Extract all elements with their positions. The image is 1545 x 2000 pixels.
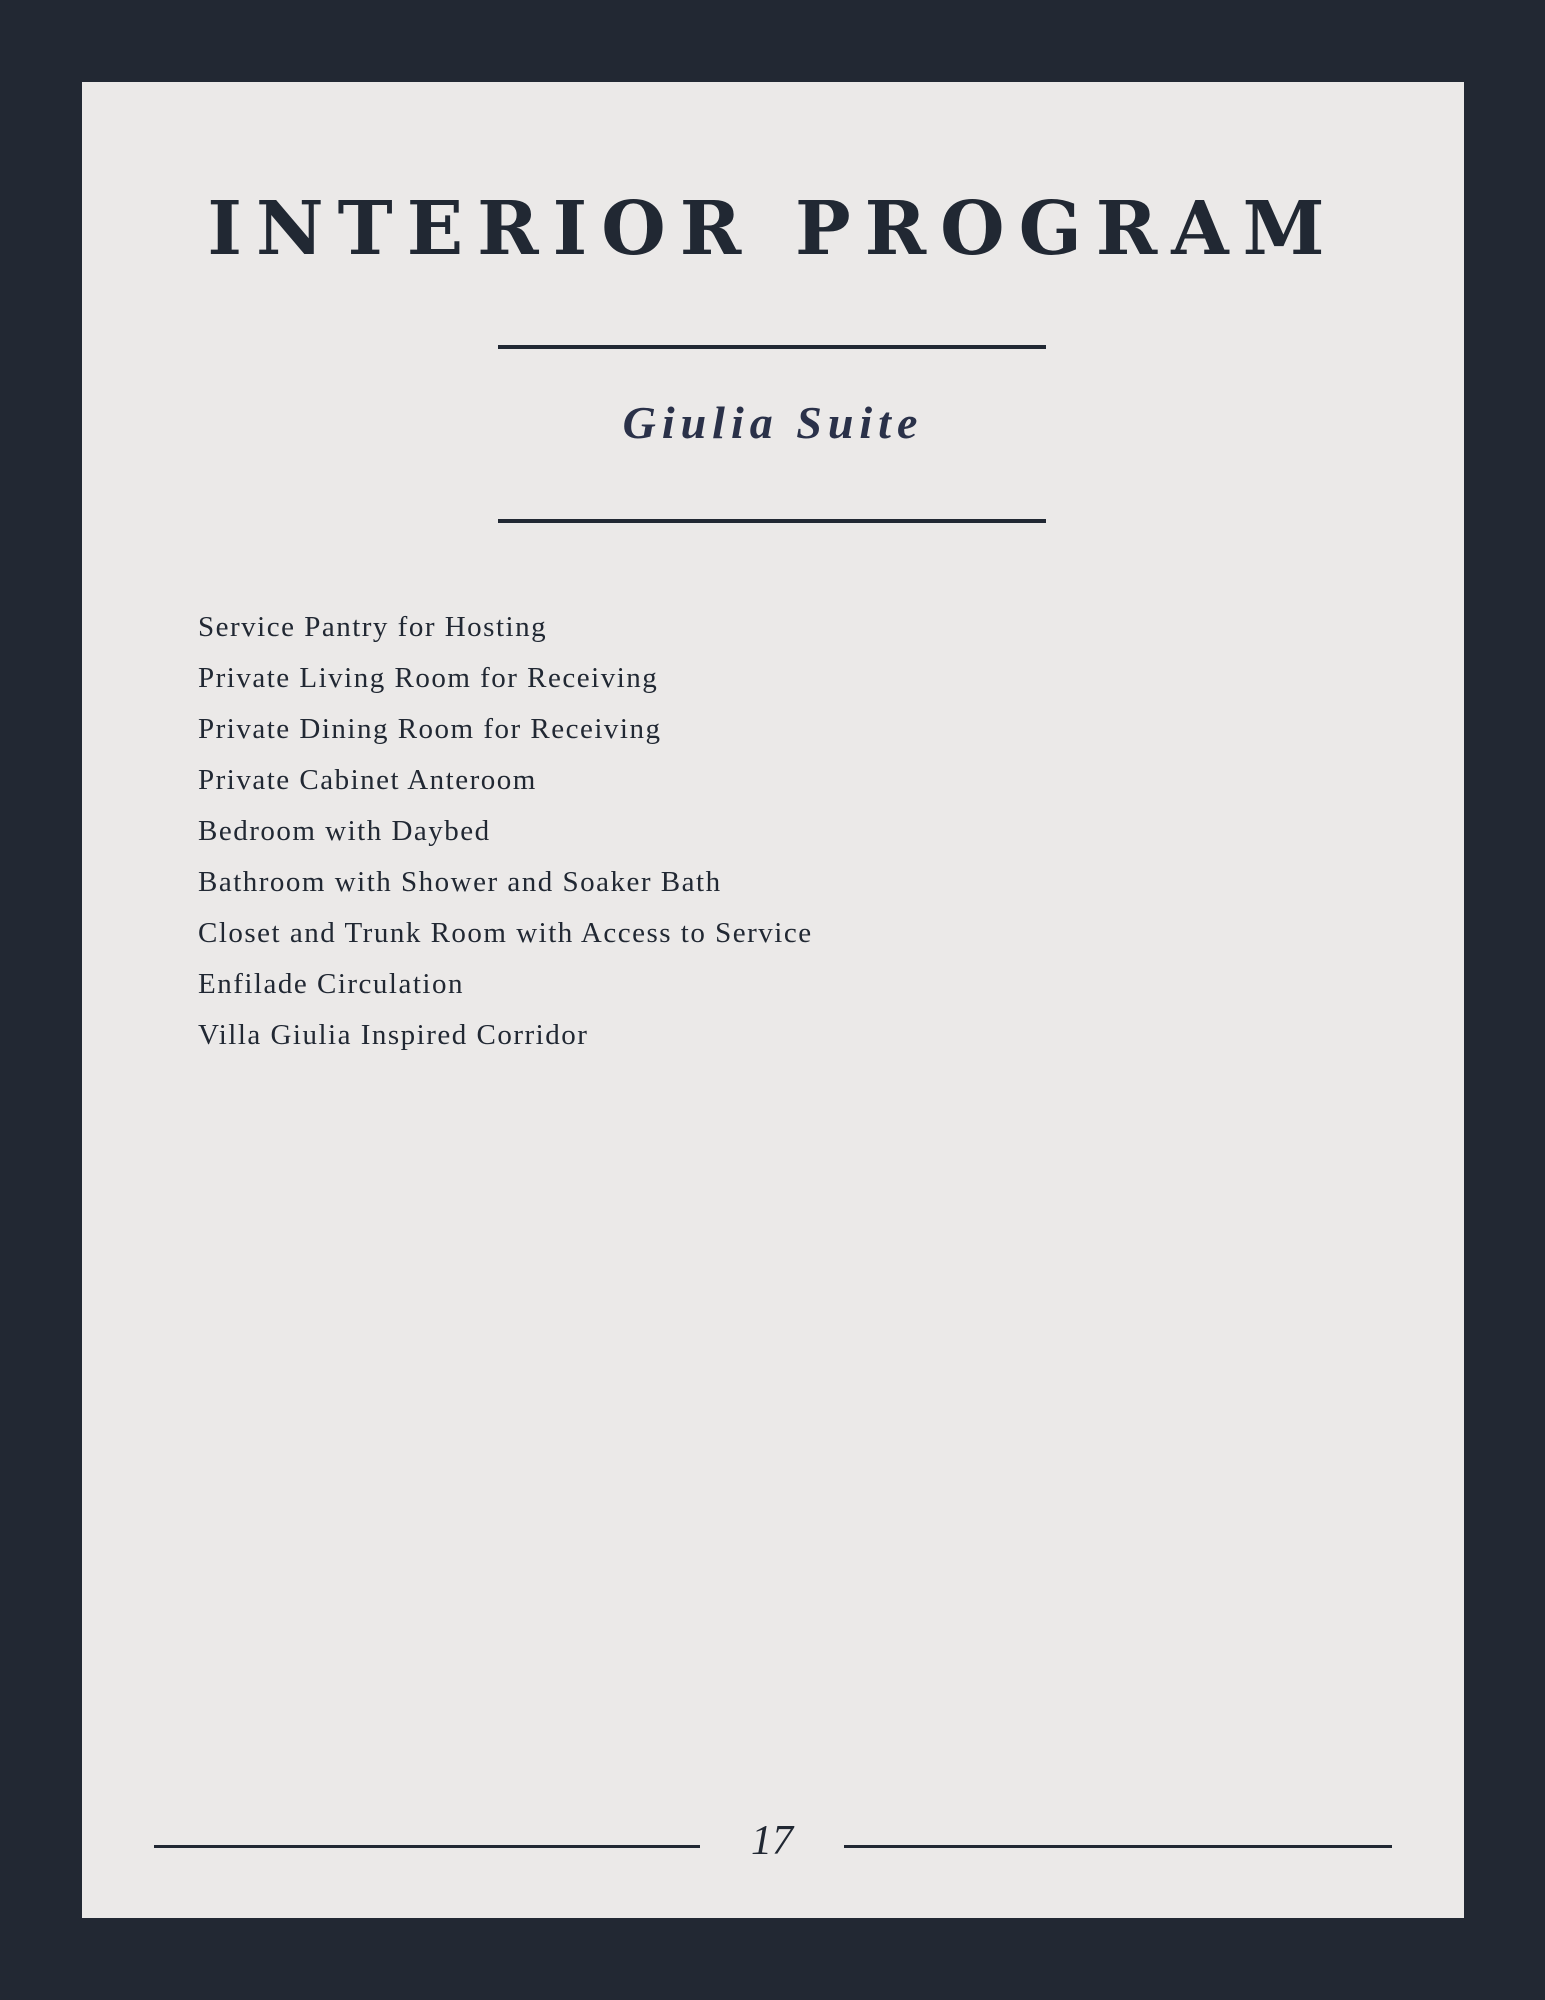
footer-divider-left	[154, 1845, 700, 1848]
list-item: Enfilade Circulation	[198, 968, 464, 1000]
document-page	[82, 82, 1464, 1918]
list-item: Closet and Trunk Room with Access to Service	[198, 917, 813, 949]
list-item: Private Cabinet Anteroom	[198, 764, 537, 796]
suite-name: Giulia Suite	[622, 397, 924, 448]
list-item: Private Dining Room for Receiving	[198, 713, 662, 745]
list-item: Service Pantry for Hosting	[198, 611, 548, 643]
list-item: Bathroom with Shower and Soaker Bath	[198, 866, 722, 898]
list-item: Private Living Room for Receiving	[198, 662, 659, 694]
footer-divider-right	[844, 1845, 1392, 1848]
page-title: INTERIOR PROGRAM	[207, 186, 1339, 272]
list-item: Villa Giulia Inspired Corridor	[198, 1019, 589, 1051]
title-divider-top	[498, 345, 1046, 349]
title-divider-bottom	[498, 519, 1046, 523]
page-number: 17	[751, 1818, 793, 1864]
program-list	[198, 602, 813, 1061]
list-item: Bedroom with Daybed	[198, 815, 491, 847]
